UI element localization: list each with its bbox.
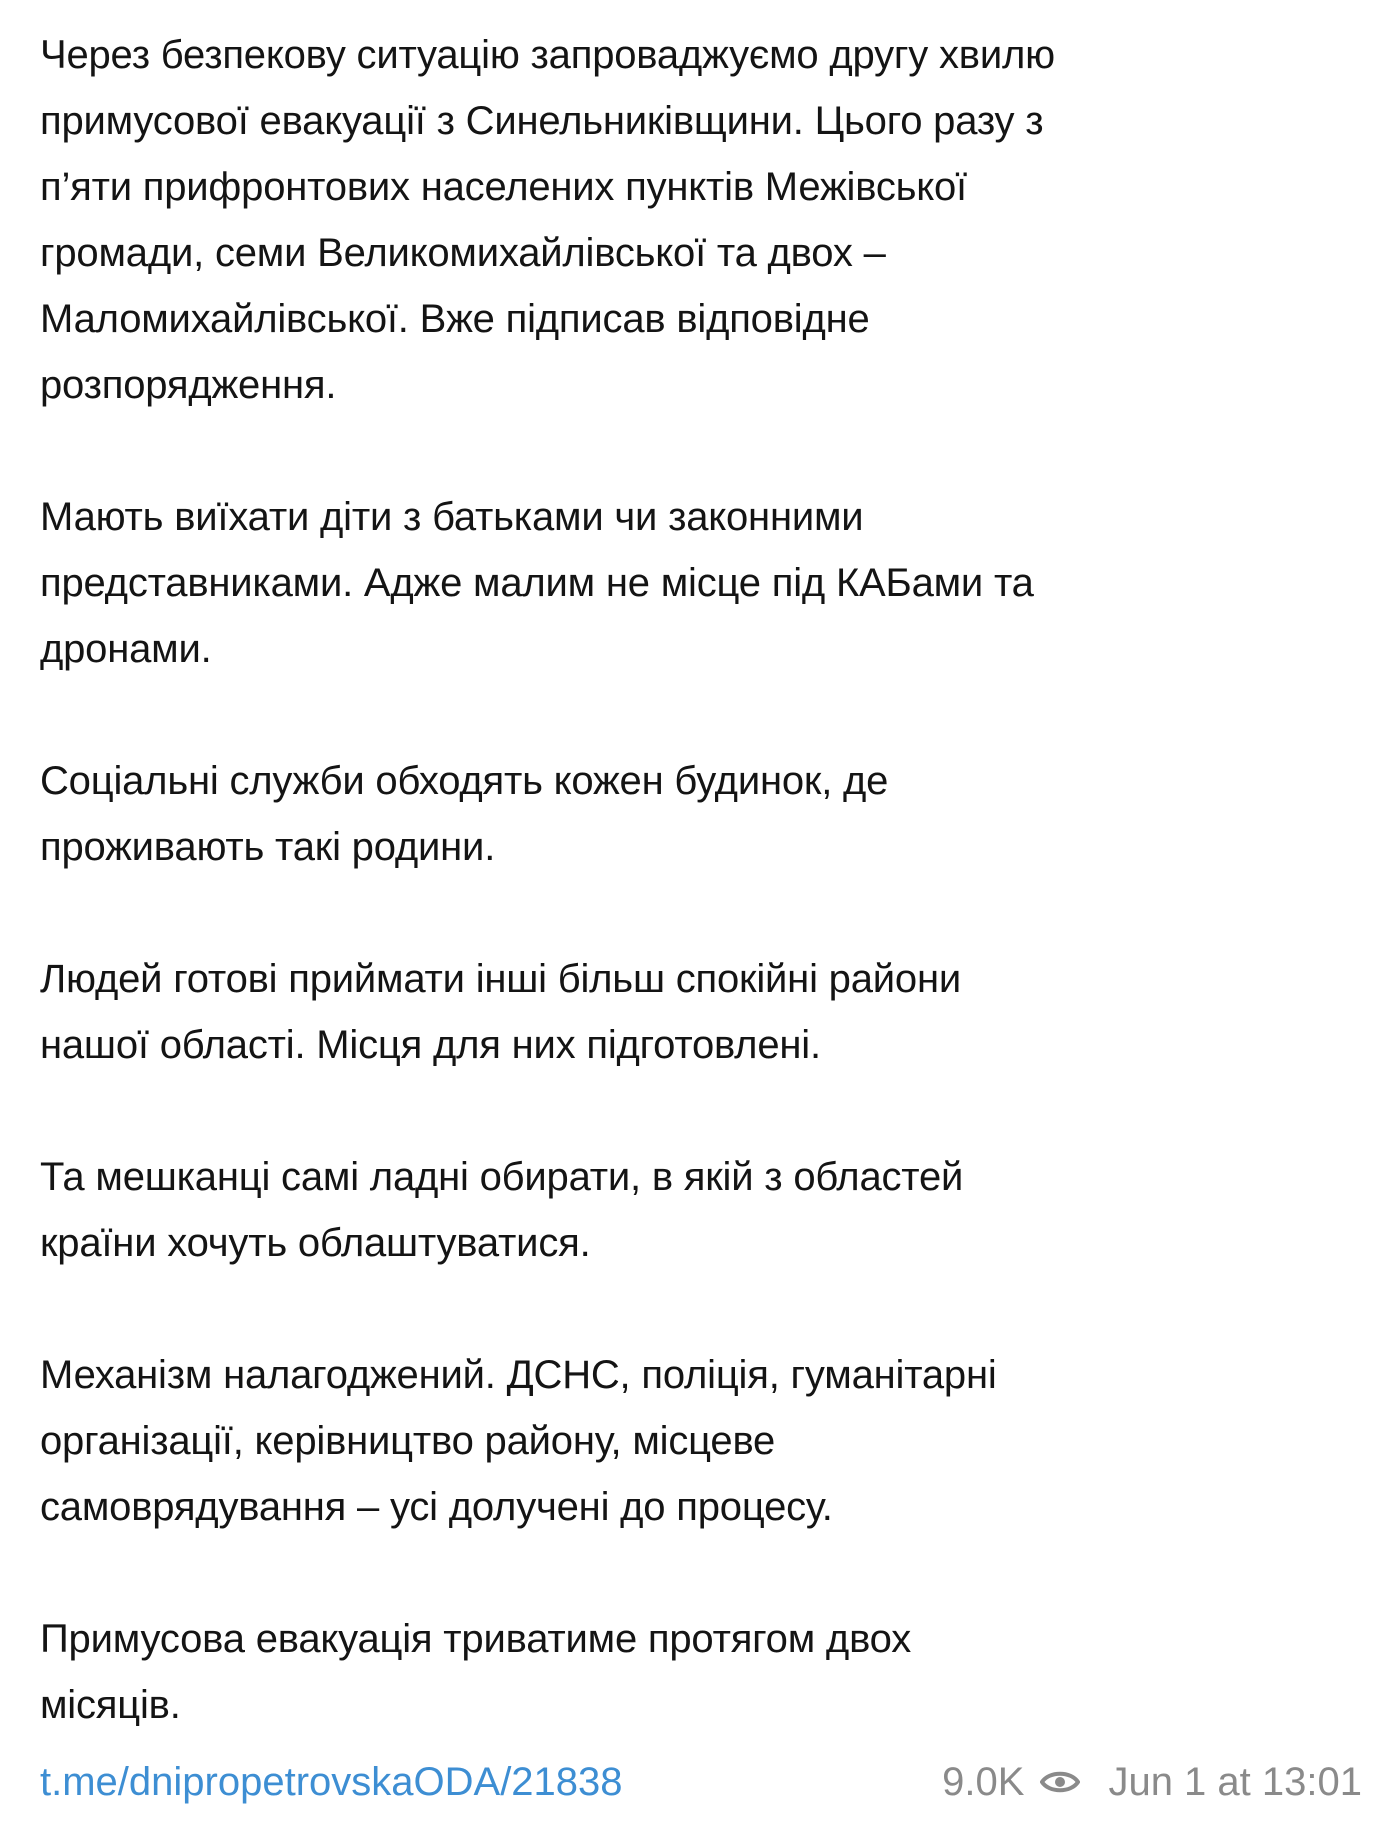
text-line: Людей готові приймати інші більш спокійні райони xyxy=(40,957,961,1001)
text-line: Через безпекову ситуацію запроваджуємо другу хвилю xyxy=(40,33,1055,77)
message-footer xyxy=(40,1752,1362,1812)
text-line: Примусова евакуація триватиме протягом двох xyxy=(40,1617,912,1661)
text-line: місяців. xyxy=(40,1683,181,1727)
paragraph xyxy=(40,946,1370,1078)
text-line: організації, керівництво району, місцеве xyxy=(40,1419,776,1463)
paragraph xyxy=(40,1606,1370,1738)
message-date: Jun 1 at 13:01 xyxy=(1108,1759,1362,1804)
text-line: Соціальні служби обходять кожен будинок, де xyxy=(40,759,889,803)
text-line: розпорядження. xyxy=(40,363,337,407)
text-line: п’яти прифронтових населених пунктів Межівської xyxy=(40,165,967,209)
paragraph xyxy=(40,1342,1370,1540)
text-line: країни хочуть облаштуватися. xyxy=(40,1221,591,1265)
text-line: самоврядування – усі долучені до процесу. xyxy=(40,1485,833,1529)
text-line: проживають такі родини. xyxy=(40,825,496,869)
paragraph xyxy=(40,484,1370,682)
message-meta xyxy=(942,1760,1362,1805)
post-link[interactable]: t.me/dnipropetrovskaODA/21838 xyxy=(40,1759,623,1804)
eye-icon xyxy=(1040,1767,1080,1797)
text-line: Мають виїхати діти з батьками чи законними xyxy=(40,495,864,539)
view-count: 9.0K xyxy=(942,1759,1025,1804)
message-text xyxy=(40,22,1370,1804)
text-line: нашої області. Місця для них підготовлені. xyxy=(40,1023,821,1067)
text-line: Та мешканці самі ладні обирати, в якій з областей xyxy=(40,1155,964,1199)
text-line: Механізм налагоджений. ДСНС, поліція, гуманітарні xyxy=(40,1353,997,1397)
paragraph xyxy=(40,1144,1370,1276)
paragraph xyxy=(40,22,1370,418)
text-line: Маломихайлівської. Вже підписав відповідне xyxy=(40,297,870,341)
text-line: громади, семи Великомихайлівської та двох – xyxy=(40,231,886,275)
text-line: представниками. Адже малим не місце під КАБами та xyxy=(40,561,1034,605)
paragraph xyxy=(40,748,1370,880)
text-line: примусової евакуації з Синельниківщини. Цього разу з xyxy=(40,99,1044,143)
text-line: дронами. xyxy=(40,627,212,671)
